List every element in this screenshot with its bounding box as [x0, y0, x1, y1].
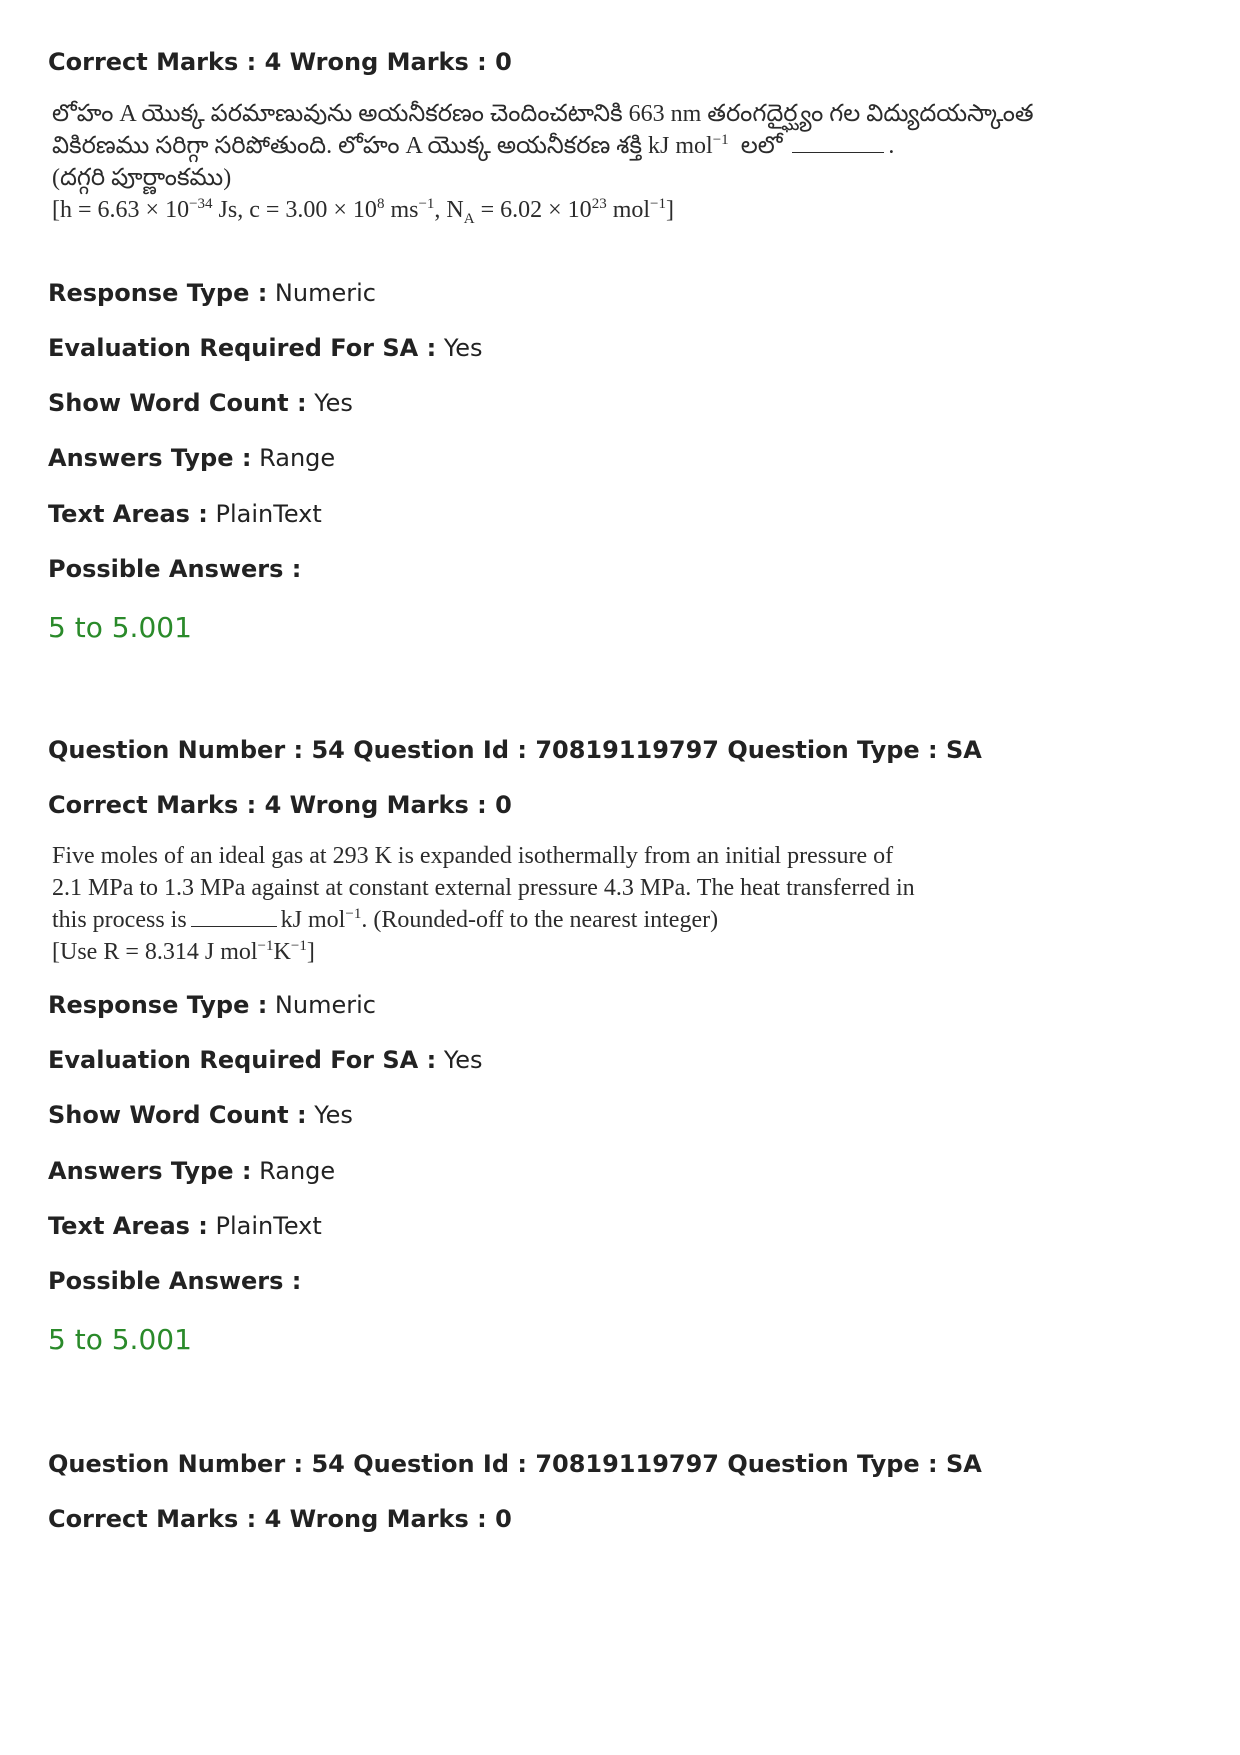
question-line: Five moles of an ideal gas at 293 K is expanded isothermally from an initial pressure of [52, 843, 894, 869]
field-label: Show Word Count : [48, 1101, 307, 1129]
subscript: A [463, 210, 475, 227]
answers-type-field [48, 443, 335, 473]
question-header: Question Number : 54 Question Id : 70819119797 Question Type : SA [48, 1450, 982, 1478]
field-value: Range [251, 444, 336, 472]
constants-text: , N [434, 197, 464, 223]
field-value: PlainText [207, 500, 322, 528]
question-line: 2.1 MPa to 1.3 MPa against at constant external pressure 4.3 MPa. The heat transferred in [52, 875, 915, 901]
constants-text: Js, c = 3.00 × 10 [212, 197, 377, 223]
question-line-text: this process is [52, 907, 187, 933]
constants-text: [Use R = 8.314 J mol [52, 939, 258, 965]
question-line: (దగ్గరి పూర్ణాంకము) [52, 165, 232, 191]
evaluation-required-field [48, 1045, 483, 1075]
field-label: Possible Answers : [48, 1267, 302, 1295]
superscript: −1 [650, 196, 666, 212]
field-value: Yes [436, 334, 483, 362]
answer-blank [792, 132, 884, 153]
field-value: Yes [436, 1046, 483, 1074]
field-value: Yes [306, 1101, 353, 1129]
field-label: Answers Type : [48, 1157, 252, 1185]
field-value: Numeric [267, 991, 376, 1019]
question-header: Question Number : 54 Question Id : 70819119797 Question Type : SA [48, 736, 982, 764]
question-line: లోహం A యొక్క పరమాణువును అయనీకరణం చెందించటానికి 663 nm తరంగదైర్ఘ్యం గల విద్యుదయస్కాంత [52, 101, 1034, 127]
possible-answers-field [48, 554, 301, 584]
superscript: 23 [591, 196, 607, 212]
field-value: Range [251, 1157, 336, 1185]
text-areas-field [48, 1211, 322, 1241]
field-label: Possible Answers : [48, 555, 302, 583]
field-label: Evaluation Required For SA : [48, 334, 437, 362]
question-line-text: లలో [740, 133, 783, 159]
question-line-text: వికిరణము సరిగ్గా సరిపోతుంది. లోహం A యొక్క అయనీకరణ శక్తి kJ mol [52, 133, 713, 159]
field-value: Yes [306, 389, 353, 417]
field-label: Response Type : [48, 991, 268, 1019]
response-type-field [48, 278, 376, 308]
show-word-count-field [48, 388, 353, 418]
constants-text: K [273, 939, 291, 965]
marks-line: Correct Marks : 4 Wrong Marks : 0 [48, 1505, 512, 1533]
possible-answers-field [48, 1266, 301, 1296]
evaluation-required-field [48, 333, 483, 363]
constants-text: ] [666, 197, 674, 223]
field-label: Text Areas : [48, 1212, 208, 1240]
field-label: Response Type : [48, 279, 268, 307]
constants-line [52, 936, 952, 968]
answer-blank [191, 906, 277, 927]
field-label: Evaluation Required For SA : [48, 1046, 437, 1074]
field-label: Show Word Count : [48, 389, 307, 417]
superscript: −1 [257, 938, 274, 954]
constants-text: ms [384, 197, 419, 223]
constants-text: [h = 6.63 × 10 [52, 197, 190, 223]
question-line-text: kJ mol [280, 907, 346, 933]
show-word-count-field [48, 1100, 353, 1130]
superscript: −1 [712, 132, 729, 148]
possible-answer-value: 5 to 5.001 [48, 611, 192, 644]
field-label: Text Areas : [48, 500, 208, 528]
superscript: −1 [418, 196, 435, 212]
text-areas-field [48, 499, 322, 529]
possible-answer-value: 5 to 5.001 [48, 1323, 192, 1356]
question-line-text: . [888, 133, 895, 159]
answers-type-field [48, 1156, 335, 1186]
constants-text: = 6.02 × 10 [474, 197, 592, 223]
response-type-field [48, 990, 376, 1020]
question-line-text: . (Rounded-off to the nearest integer) [361, 907, 719, 933]
field-value: Numeric [267, 279, 376, 307]
question-text-telugu [52, 98, 1034, 227]
constants-line [52, 194, 952, 226]
question-line [52, 904, 952, 936]
question-text-english [52, 840, 952, 968]
superscript: −1 [290, 938, 307, 954]
field-label: Answers Type : [48, 444, 252, 472]
superscript: −1 [345, 906, 362, 922]
superscript: 8 [376, 196, 385, 212]
superscript: −34 [189, 196, 213, 212]
constants-text: ] [306, 939, 315, 965]
marks-line: Correct Marks : 4 Wrong Marks : 0 [48, 791, 512, 819]
question-line [52, 130, 952, 162]
marks-line: Correct Marks : 4 Wrong Marks : 0 [48, 48, 512, 76]
field-value: PlainText [207, 1212, 322, 1240]
constants-text: mol [606, 197, 651, 223]
